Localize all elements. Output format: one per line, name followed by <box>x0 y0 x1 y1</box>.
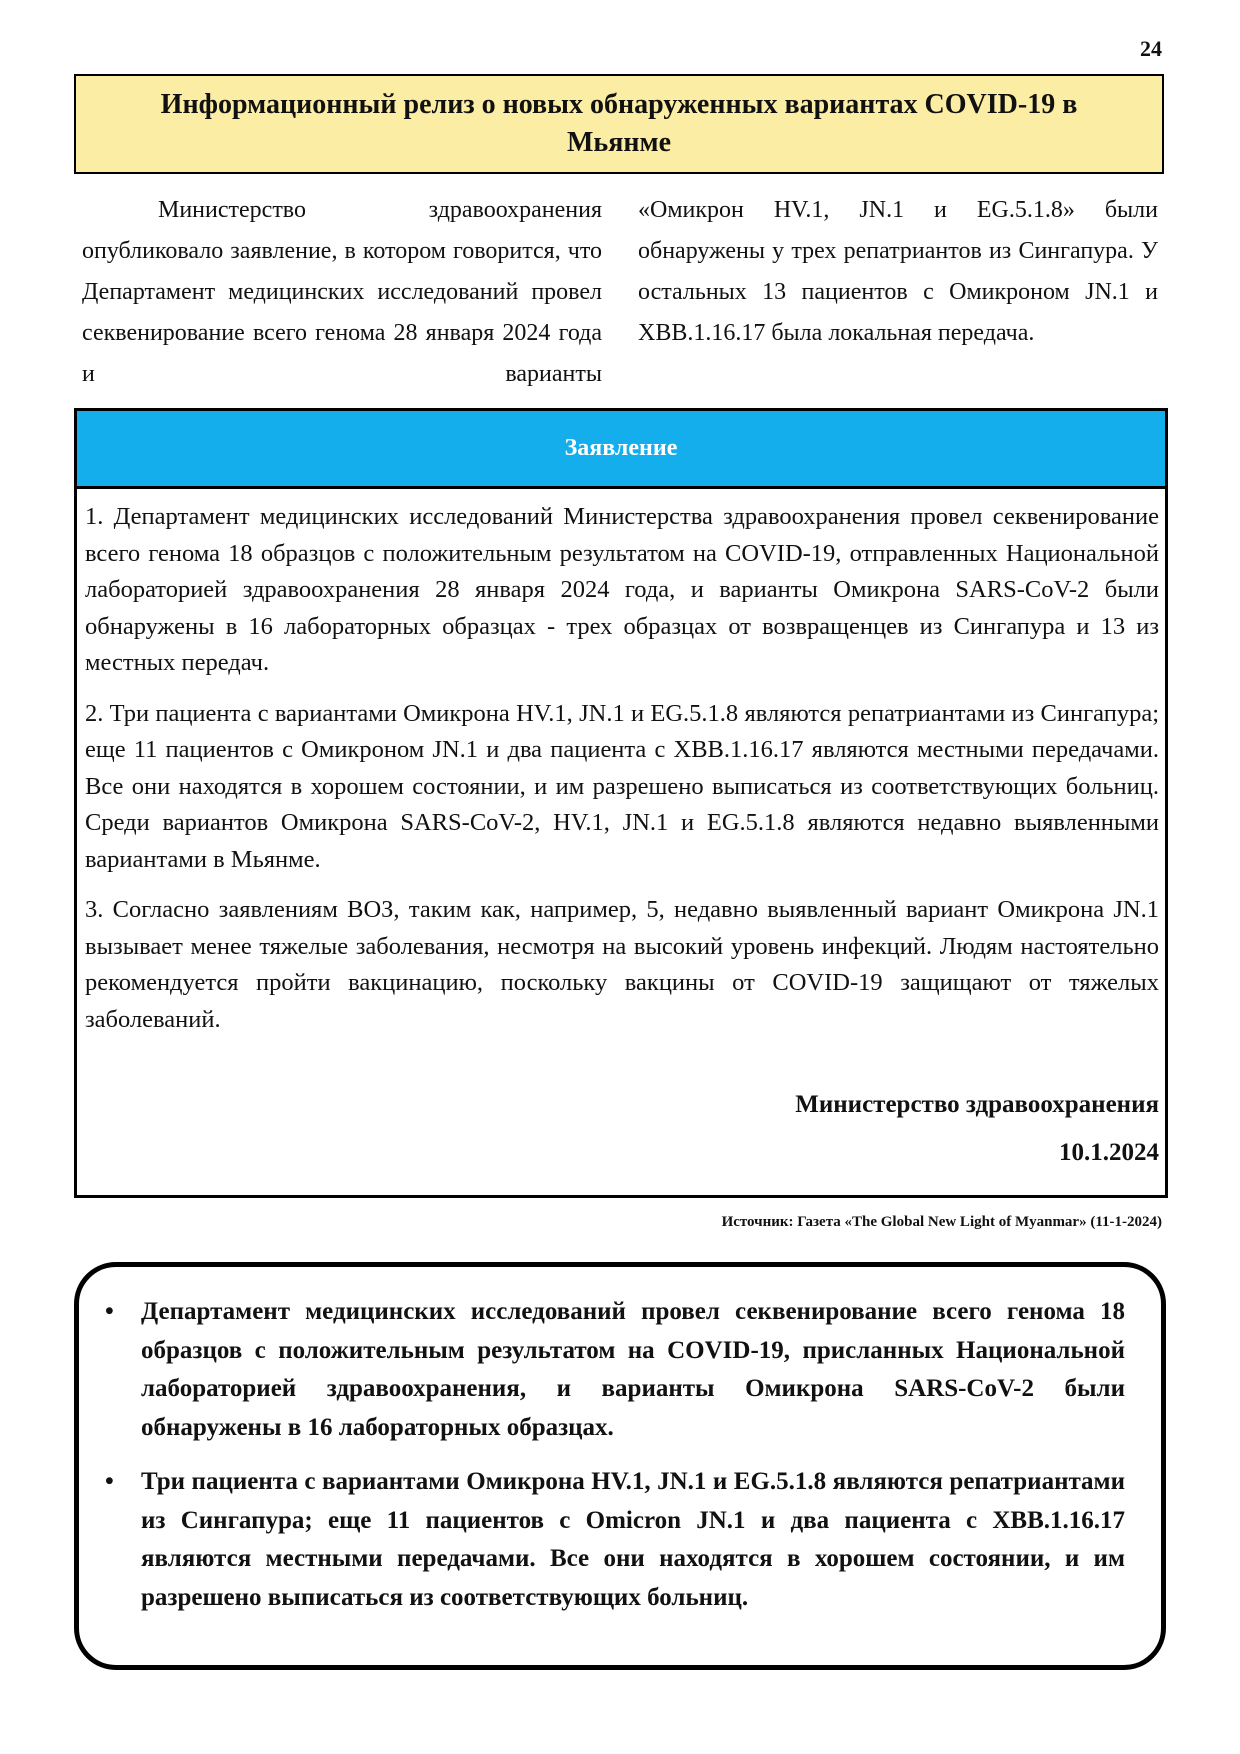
summary-box <box>74 1262 1166 1670</box>
bullet-icon: • <box>105 1298 114 1325</box>
statement-paragraph-1: 1. Департамент медицинских исследований Министерства здравоохранения провел секвенирование всего генома 18 образцов с положительным результатом на COVID-19, отправленных Национальной лабораторией здравоохранения 28 января 2024 года, и варианты Омикрона SARS-CoV-2 были обнаружены в 16 лабораторных образцах - трех образцах от возвращенцев из Сингапура и 13 из местных передач. <box>85 503 1159 676</box>
source-citation: Источник: Газета «The Global New Light of Myanmar» (11-1-2024) <box>721 1214 1162 1230</box>
bullet-icon: • <box>105 1468 114 1495</box>
statement-header <box>77 411 1165 489</box>
signature-date: 10.1.2024 <box>1059 1139 1159 1166</box>
summary-item <box>105 1463 1125 1617</box>
statement-paragraph-3: 3. Согласно заявлениям ВОЗ, таким как, например, 5, недавно выявленный вариант Омикрона JN.1 вызывает менее тяжелые заболевания, несмотря на высокий уровень инфекций. Людям настоятельно рекомендуется пройти вакцинацию, поскольку вакцины от COVID-19 защищают от тяжелых заболеваний. <box>85 896 1159 1033</box>
signature-ministry: Министерство здравоохранения <box>795 1091 1159 1118</box>
summary-item-text: Департамент медицинских исследований провел секвенирование всего генома 18 образцов с положительным результатом на COVID-19, присланных Национальной лабораторией здравоохранения, и варианты Омикрона SARS-CoV-2 были обнаружены в 16 лабораторных образцах. <box>141 1298 1125 1441</box>
title-box <box>74 74 1164 174</box>
intro-text <box>82 190 1158 395</box>
intro-column-right: «Омикрон HV.1, JN.1 и EG.5.1.8» были обнаружены у трех репатриантов из Сингапура. У остальных 13 пациентов с Омикроном JN.1 и XBB.1.16.17 была локальная передача. <box>638 197 1158 346</box>
summary-list <box>105 1293 1125 1617</box>
statement-body <box>77 489 1165 1038</box>
statement-paragraph-2: 2. Три пациента с вариантами Омикрона HV.1, JN.1 и EG.5.1.8 являются репатриантами из Сингапура; еще 11 пациентов с Омикроном JN.1 и два пациента с XBB.1.16.17 являются местными передачами. Все они находятся в хорошем состоянии, и им разрешено выписаться из соответствующих больниц. Среди вариантов Омикрона SARS-CoV-2, HV.1, JN.1 и EG.5.1.8 являются недавно выявленными вариантами в Мьянме. <box>85 699 1159 873</box>
page-title: Информационный релиз о новых обнаруженных вариантах COVID-19 в Мьянме <box>160 89 1078 158</box>
summary-item <box>105 1293 1125 1447</box>
page-number: 24 <box>1140 36 1162 61</box>
statement-heading: Заявление <box>564 435 678 461</box>
intro-column-left: Министерство здравоохранения опубликовало заявление, в котором говорится, что Департамент медицинских исследований провел секвенирование всего генома 28 января 2024 года и варианты <box>82 197 602 387</box>
signature-block <box>795 1081 1159 1177</box>
statement-box <box>74 408 1168 1198</box>
summary-item-text: Три пациента с вариантами Омикрона HV.1, JN.1 и EG.5.1.8 являются репатриантами из Сингапура; еще 11 пациентов с Omicron JN.1 и два пациента с XBB.1.16.17 являются местными передачами. Все они находятся в хорошем состоянии, и им разрешено выписаться из соответствующих больниц. <box>141 1468 1125 1611</box>
